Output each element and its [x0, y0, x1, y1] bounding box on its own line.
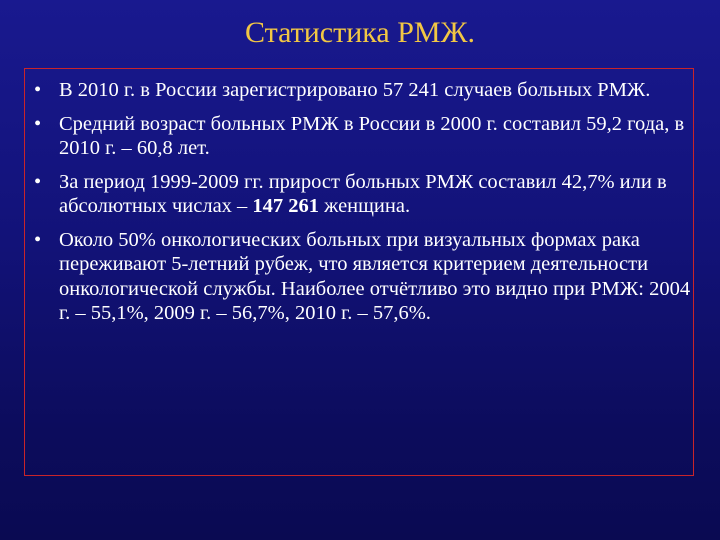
- bullet-text-after: женщина.: [319, 195, 411, 217]
- bullet-item-survival: [34, 228, 698, 326]
- bullet-list: [34, 78, 698, 335]
- bullet-icon: •: [34, 170, 42, 193]
- bullet-text-before: За период 1999-2009 гг. прирост больных РМЖ составил 42,7% или в абсолютных числах –: [59, 170, 667, 217]
- bullet-text-bold-number: 147 261: [252, 195, 320, 217]
- bullet-icon: •: [34, 228, 42, 251]
- bullet-icon: •: [34, 79, 42, 101]
- bullet-text: В 2010 г. в России зарегистрировано 57 241 случаев больных РМЖ.: [59, 79, 651, 101]
- bullet-item-growth: [34, 170, 698, 219]
- bullet-text: Средний возраст больных РМЖ в России в 2000 г. составил 59,2 года, в 2010 г. – 60,8 лет.: [59, 112, 685, 159]
- bullet-text: [59, 171, 667, 218]
- bullet-item-registered-cases: [34, 78, 698, 103]
- slide-title: Статистика РМЖ.: [245, 16, 475, 49]
- bullet-icon: •: [34, 112, 42, 135]
- bullet-text: Около 50% онкологических больных при визуальных формах рака переживают 5-летний рубеж, что является критерием деятельности онкологической службы. Наиболее отчётливо это видно при РМЖ: 2004 г. – 55,1%, 2009 г. – 56,7%, 2010 г. – 57,6%.: [59, 228, 691, 324]
- bullet-item-average-age: [34, 112, 698, 161]
